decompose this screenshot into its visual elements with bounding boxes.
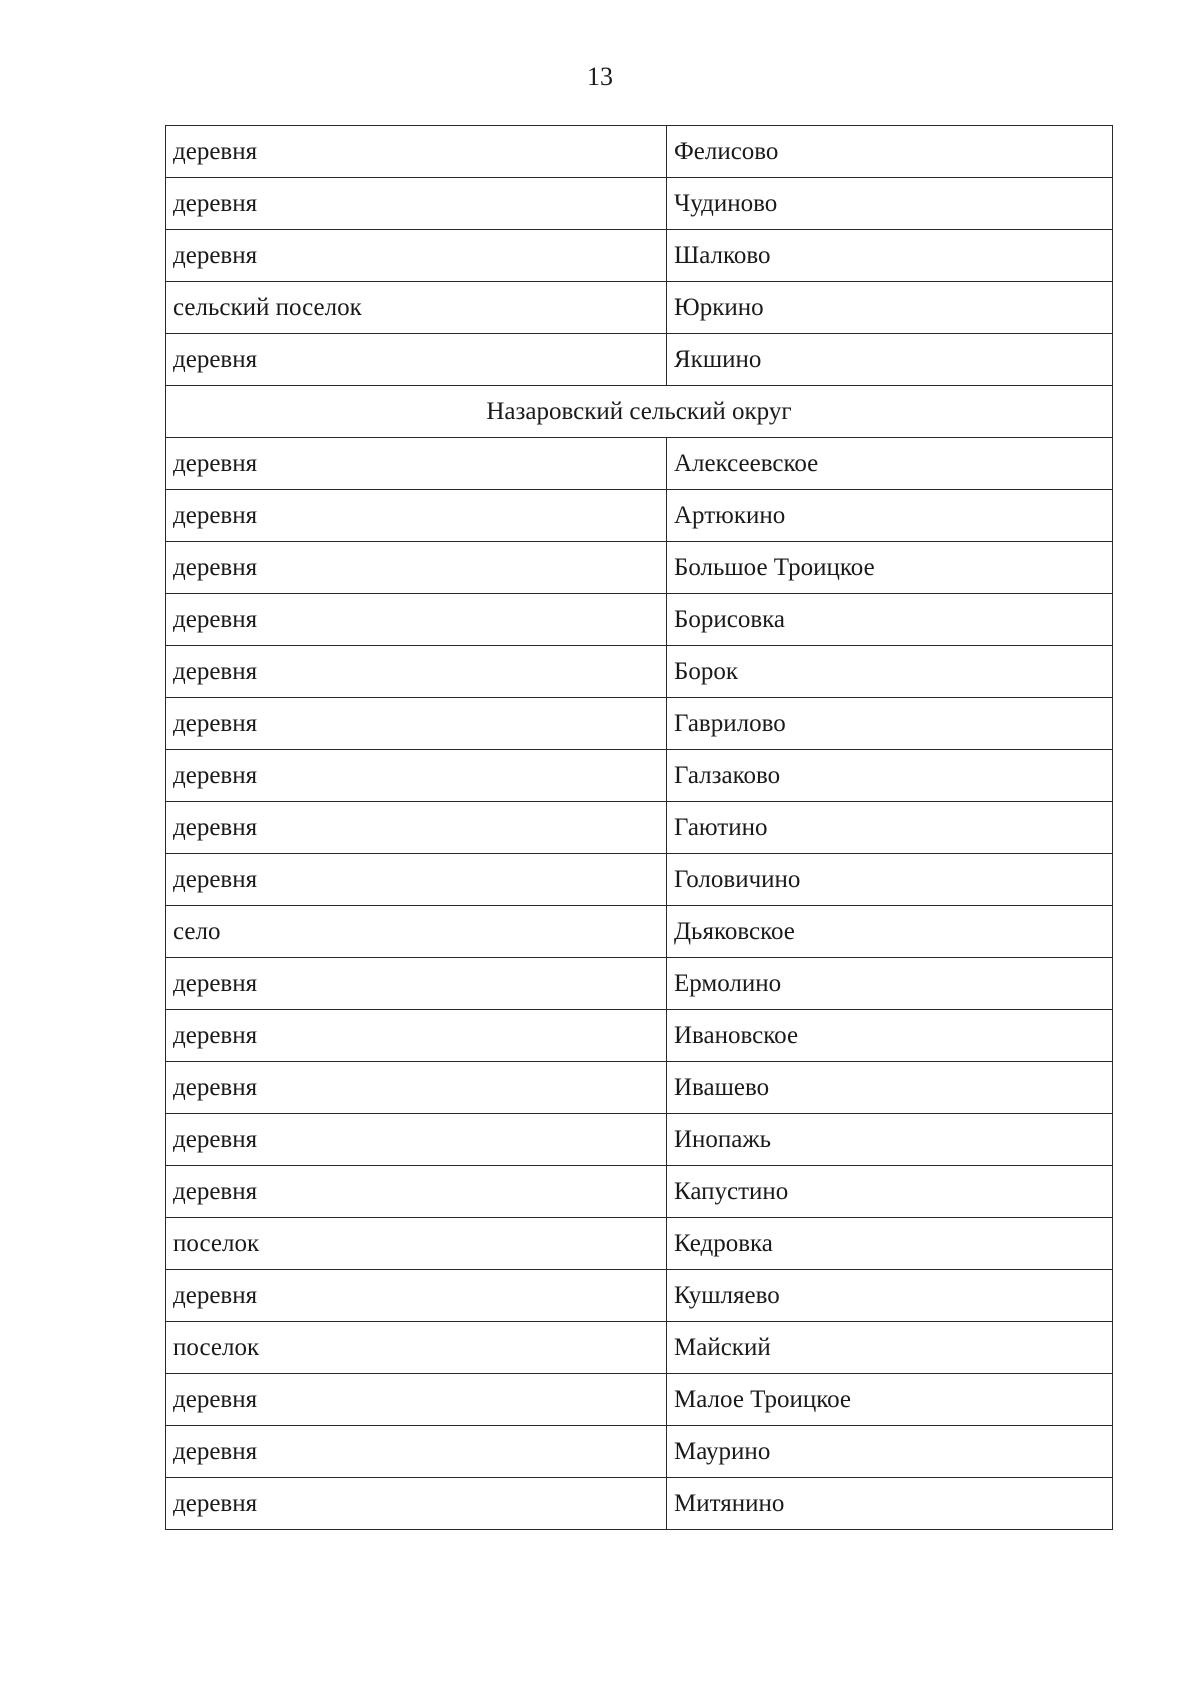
settlement-name-cell: Юркино [667,282,1113,334]
settlement-name-cell: Борок [667,646,1113,698]
table-body [166,126,1113,1530]
settlement-name-cell: Инопажь [667,1114,1113,1166]
table-row [166,750,1113,802]
settlement-name-cell: Большое Троицкое [667,542,1113,594]
settlement-type-cell: деревня [166,1062,667,1114]
table-row [166,1166,1113,1218]
settlements-table [165,125,1113,1530]
settlement-type-cell: деревня [166,1478,667,1530]
settlement-type-cell: поселок [166,1218,667,1270]
table-row [166,646,1113,698]
settlement-type-cell: деревня [166,178,667,230]
settlement-name-cell: Алексеевское [667,438,1113,490]
settlement-type-cell: деревня [166,126,667,178]
table-row [166,282,1113,334]
settlement-name-cell: Ермолино [667,958,1113,1010]
settlement-type-cell: деревня [166,750,667,802]
settlement-name-cell: Якшино [667,334,1113,386]
settlement-type-cell: деревня [166,958,667,1010]
settlement-name-cell: Маурино [667,1426,1113,1478]
settlement-type-cell: деревня [166,1114,667,1166]
table-row [166,1426,1113,1478]
settlement-name-cell: Капустино [667,1166,1113,1218]
settlement-type-cell: деревня [166,490,667,542]
table-row [166,1270,1113,1322]
settlement-name-cell: Дьяковское [667,906,1113,958]
table-row [166,126,1113,178]
settlement-type-cell: деревня [166,542,667,594]
table-row [166,698,1113,750]
table-row [166,854,1113,906]
settlement-name-cell: Ивановское [667,1010,1113,1062]
settlement-type-cell: деревня [166,1374,667,1426]
section-header-row [166,386,1113,438]
table-row [166,1322,1113,1374]
settlement-type-cell: деревня [166,1166,667,1218]
table-row [166,906,1113,958]
settlement-name-cell: Ивашево [667,1062,1113,1114]
settlement-type-cell: деревня [166,646,667,698]
settlement-type-cell: деревня [166,438,667,490]
settlement-type-cell: деревня [166,698,667,750]
table-row [166,1218,1113,1270]
settlement-type-cell: деревня [166,802,667,854]
table-row [166,490,1113,542]
table-row [166,1478,1113,1530]
table-row [166,334,1113,386]
settlement-type-cell: деревня [166,334,667,386]
table-row [166,230,1113,282]
table-row [166,594,1113,646]
settlement-name-cell: Чудиново [667,178,1113,230]
settlement-name-cell: Гаврилово [667,698,1113,750]
table-row [166,802,1113,854]
settlement-name-cell: Шалково [667,230,1113,282]
table-row [166,1374,1113,1426]
table-row [166,438,1113,490]
settlement-name-cell: Галзаково [667,750,1113,802]
settlement-name-cell: Малое Троицкое [667,1374,1113,1426]
settlement-name-cell: Кедровка [667,1218,1113,1270]
settlement-type-cell: деревня [166,594,667,646]
settlement-name-cell: Борисовка [667,594,1113,646]
table-row [166,958,1113,1010]
settlement-name-cell: Майский [667,1322,1113,1374]
settlement-type-cell: поселок [166,1322,667,1374]
settlement-name-cell: Гаютино [667,802,1113,854]
settlement-name-cell: Головичино [667,854,1113,906]
page-number: 13 [587,62,613,91]
settlement-type-cell: сельский поселок [166,282,667,334]
settlement-name-cell: Митянино [667,1478,1113,1530]
settlement-name-cell: Кушляево [667,1270,1113,1322]
settlement-type-cell: село [166,906,667,958]
settlement-name-cell: Артюкино [667,490,1113,542]
table-row [166,542,1113,594]
table-row [166,1010,1113,1062]
settlement-type-cell: деревня [166,1426,667,1478]
settlement-type-cell: деревня [166,230,667,282]
table-row [166,178,1113,230]
settlement-name-cell: Фелисово [667,126,1113,178]
section-title: Назаровский сельский округ [166,386,1113,438]
settlement-type-cell: деревня [166,854,667,906]
table-row [166,1114,1113,1166]
settlement-type-cell: деревня [166,1010,667,1062]
table-row [166,1062,1113,1114]
settlement-type-cell: деревня [166,1270,667,1322]
